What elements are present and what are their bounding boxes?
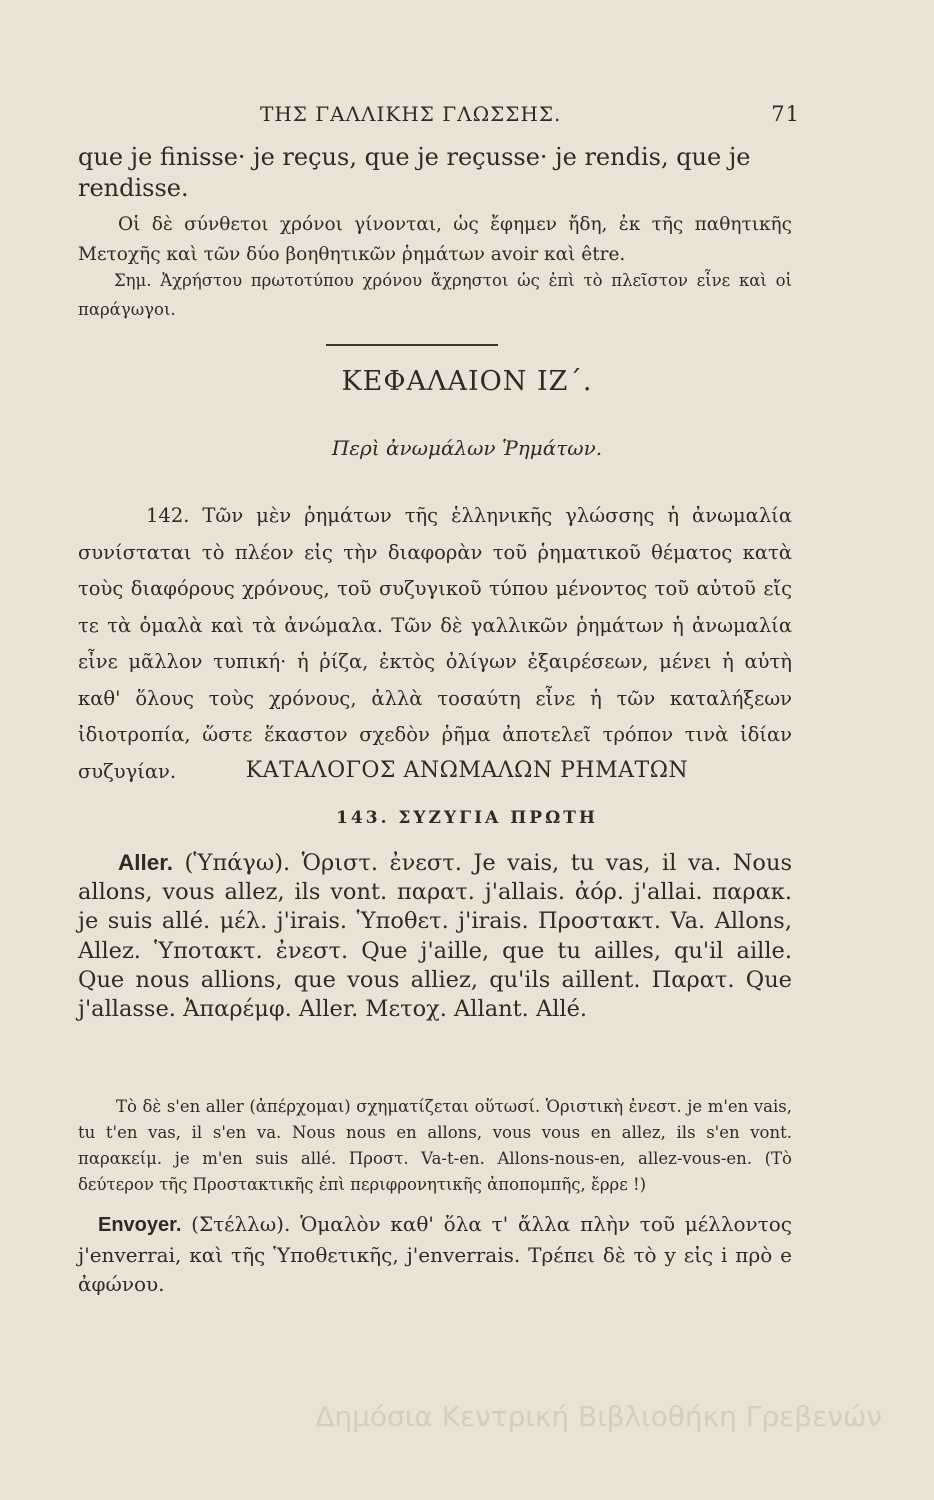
aller-headword: Aller. <box>118 850 174 875</box>
s-en-aller-note: Τὸ δὲ s'en aller (ἀπέρχομαι) σχηματίζεται οὕτωσί. Ὁριστικὴ ἐνεστ. je m'en vais, tu t'en vas, il s'en va. Nous nous en allons, vous vous en allez, ils s'en vont. παρακείμ. je m'en suis allé. Προστ. Va-t-en. Allons-nous-en, allez-vous-en. (Τὸ δεύτερον τῆς Προστακτικῆς ἐπὶ περιφρονητικῆς ἀποπομπῆς, ἔρρε !) <box>78 1097 792 1194</box>
chapter-title: ΚΕΦΑΛΑΙΟΝ ΙΖ΄. <box>341 366 593 397</box>
library-watermark: Δημόσια Κεντρική Βιβλιοθήκη Γρεβενών <box>315 1400 882 1433</box>
envoyer-entry <box>78 1210 792 1300</box>
paragraph-142: 142. Τῶν μὲν ῥημάτων τῆς ἑλληνικῆς γλώσσης ἡ ἀνωμαλία συνίσταται τὸ πλέον εἰς τὴν διαφορὰν τοῦ ῥηματικοῦ θέματος κατὰ τοὺς διαφόρους χρόνους, τοῦ συζυγικοῦ τύπου μένοντος τοῦ αὐτοῦ εἴς τε τὰ ὁμαλὰ καὶ τὰ ἀνώμαλα. Τῶν δὲ γαλλικῶν ῥημάτων ἡ ἀνωμαλία εἶνε μᾶλλον τυπική· ἡ ῥίζα, ἐκτὸς ὀλίγων ἐξαιρέσεων, μένει ἡ αὐτὴ καθ' ὅλους τοὺς χρόνους, ἀλλὰ τοσαύτη εἶνε ἡ τῶν καταλήξεων ἰδιοτροπία, ὥστε ἕκαστον σχεδὸν ῥῆμα ἀποτελεῖ τρόπον τινὰ ἰδίαν συζυγίαν. <box>78 504 792 783</box>
compound-tenses-paragraph: Οἱ δὲ σύνθετοι χρόνοι γίνονται, ὡς ἔφημεν ἤδη, ἐκ τῆς παθητικῆς Μετοχῆς καὶ τῶν δύο βοηθητικῶν ῥημάτων avoir καὶ être. <box>78 214 792 265</box>
running-title: ΤΗΣ ΓΑΛΛΙΚΗΣ ΓΛΩΣΣΗΣ. <box>260 102 562 126</box>
aller-conjugation: (Ὑπάγω). Ὁριστ. ἐνεστ. Je vais, tu vas, il va. Nous allons, vous allez, ils vont. παρατ. j'allais. ἀόρ. j'allai. παρακ. je suis allé. μέλ. j'irais. Ὑποθετ. j'irais. Προστακτ. Va. Allons, Allez. Ὑποτακτ. ἐνεστ. Que j'aille, que tu ailles, qu'il aille. Que nous allions, que vous alliez, qu'ils aillent. Παρατ. Que j'allasse. Ἀπαρέμφ. Aller. Μετοχ. Allant. Allé. <box>78 850 792 1023</box>
page-number: 71 <box>771 102 800 126</box>
divider-rule <box>326 344 498 346</box>
catalog-title: ΚΑΤΑΛΟΓΟΣ ΑΝΩΜΑΛΩΝ ΡΗΜΑΤΩΝ <box>245 758 689 783</box>
chapter-subtitle: Περὶ ἀνωμάλων Ῥημάτων. <box>331 436 603 460</box>
envoyer-headword: Envoyer. <box>98 1214 182 1236</box>
aller-entry <box>78 848 792 1024</box>
envoyer-conjugation: (Στέλλω). Ὁμαλὸν καθ' ὅλα τ' ἄλλα πλὴν τοῦ μέλλοντος j'enverrai, καὶ τῆς Ὑποθετικῆς, j'enverrais. Τρέπει δὲ τὸ y εἰς i πρὸ e ἀφώνου. <box>78 1212 792 1296</box>
note-paragraph: Σημ. Ἀχρήστου πρωτοτύπου χρόνου ἄχρηστοι ὡς ἐπὶ τὸ πλεῖστον εἶνε καὶ οἱ παράγωγοι. <box>78 271 792 319</box>
page-header <box>100 100 800 140</box>
top-paragraph: que je finisse· je reçus, que je reçusse· je rendis, que je rendisse. <box>78 143 751 202</box>
section-title: 143. ΣΥΖΥΓΙΑ ΠΡΩΤΗ <box>336 808 598 828</box>
